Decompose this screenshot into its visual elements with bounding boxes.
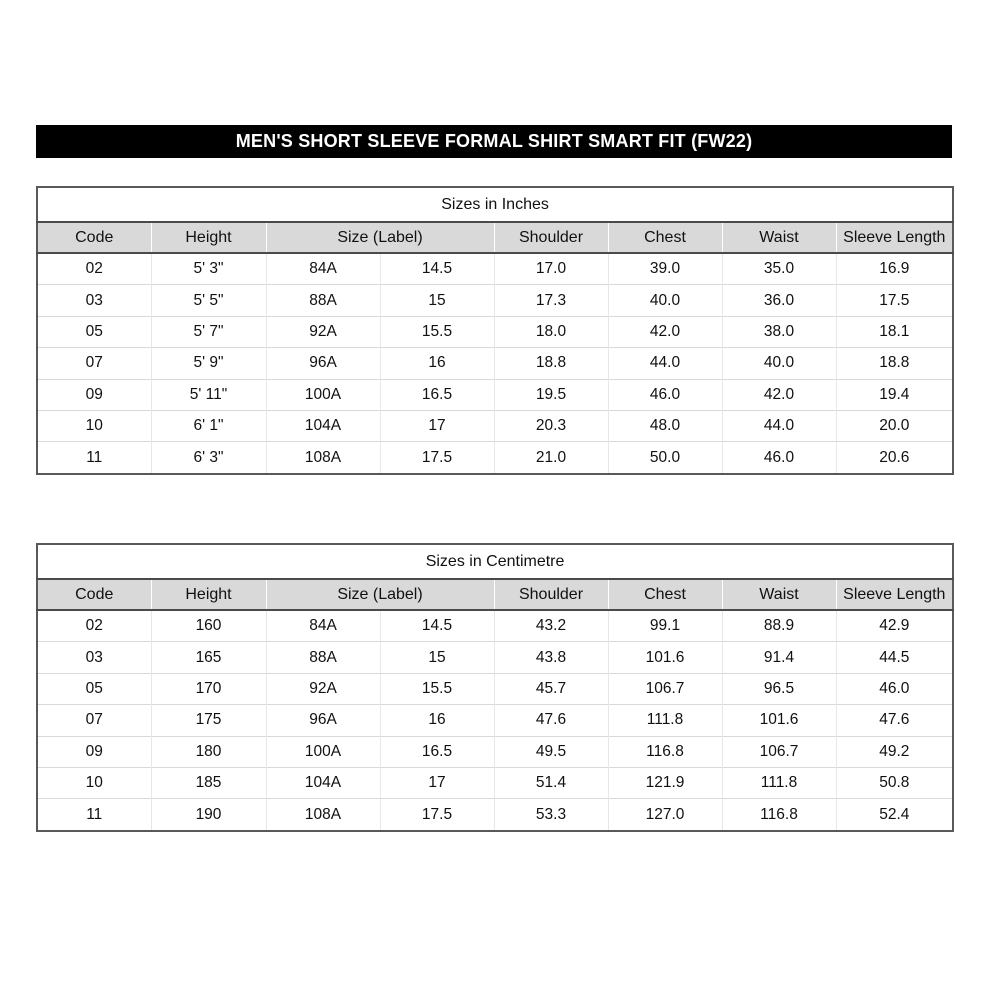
table-row (37, 705, 953, 736)
table-cell: 42.0 (608, 316, 722, 347)
table-cell: 40.0 (722, 348, 836, 379)
title-banner (36, 125, 952, 158)
table-cell: 104A (266, 767, 380, 798)
sizes-table-inches (36, 186, 954, 475)
table-cell: 44.0 (608, 348, 722, 379)
table-cell: 92A (266, 673, 380, 704)
table-cell: 20.0 (836, 410, 953, 441)
table-cell: 02 (37, 610, 151, 642)
table-cell: 17 (380, 767, 494, 798)
table-caption: Sizes in Centimetre (37, 544, 953, 579)
column-header: Shoulder (494, 579, 608, 610)
table-cell: 5' 5" (151, 285, 266, 316)
table-cell: 07 (37, 705, 151, 736)
table-cell: 44.0 (722, 410, 836, 441)
table-cell: 88.9 (722, 610, 836, 642)
table-cell: 09 (37, 379, 151, 410)
column-header: Height (151, 579, 266, 610)
table-caption: Sizes in Inches (37, 187, 953, 222)
column-header: Sleeve Length (836, 222, 953, 253)
table-cell: 17.5 (380, 799, 494, 831)
table-cell: 49.2 (836, 736, 953, 767)
table-cell: 100A (266, 736, 380, 767)
table-cell: 20.6 (836, 442, 953, 474)
table-cell: 18.0 (494, 316, 608, 347)
table-cell: 5' 11" (151, 379, 266, 410)
table-cell: 17.5 (836, 285, 953, 316)
table-cell: 09 (37, 736, 151, 767)
table-cell: 14.5 (380, 253, 494, 285)
column-header: Chest (608, 222, 722, 253)
table-cell: 18.8 (836, 348, 953, 379)
table-cell: 15.5 (380, 673, 494, 704)
table-caption-row (37, 544, 953, 579)
table-cell: 03 (37, 285, 151, 316)
table-cell: 18.1 (836, 316, 953, 347)
table-cell: 35.0 (722, 253, 836, 285)
table-cell: 5' 7" (151, 316, 266, 347)
table-cell: 16.9 (836, 253, 953, 285)
table-cell: 19.4 (836, 379, 953, 410)
table-cell: 16.5 (380, 736, 494, 767)
table-cell: 17.5 (380, 442, 494, 474)
table-cell: 18.8 (494, 348, 608, 379)
table-cell: 116.8 (608, 736, 722, 767)
table-cell: 96.5 (722, 673, 836, 704)
table-cell: 36.0 (722, 285, 836, 316)
table-cell: 40.0 (608, 285, 722, 316)
table-row (37, 410, 953, 441)
table-cell: 84A (266, 610, 380, 642)
table-row (37, 767, 953, 798)
table-cell: 91.4 (722, 642, 836, 673)
column-header: Shoulder (494, 222, 608, 253)
table-row (37, 379, 953, 410)
column-header: Code (37, 579, 151, 610)
table-cell: 47.6 (494, 705, 608, 736)
table-cell: 116.8 (722, 799, 836, 831)
table-cell: 39.0 (608, 253, 722, 285)
table-cell: 03 (37, 642, 151, 673)
table-cell: 47.6 (836, 705, 953, 736)
table-cell: 104A (266, 410, 380, 441)
table-cell: 05 (37, 316, 151, 347)
table-cell: 175 (151, 705, 266, 736)
table-cell: 101.6 (608, 642, 722, 673)
sizes-table-centimetre (36, 543, 954, 832)
column-header: Size (Label) (266, 222, 494, 253)
table-cell: 6' 1" (151, 410, 266, 441)
column-header: Height (151, 222, 266, 253)
table-cell: 15 (380, 642, 494, 673)
table-cell: 100A (266, 379, 380, 410)
page-title: MEN'S SHORT SLEEVE FORMAL SHIRT SMART FIT (FW22) (235, 131, 753, 151)
table-cell: 38.0 (722, 316, 836, 347)
table-cell: 16.5 (380, 379, 494, 410)
table-cell: 17.0 (494, 253, 608, 285)
table-cell: 17 (380, 410, 494, 441)
table-cell: 111.8 (608, 705, 722, 736)
table-cell: 5' 3" (151, 253, 266, 285)
sizes-in-inches-section (36, 186, 952, 475)
table-cell: 15 (380, 285, 494, 316)
column-header: Size (Label) (266, 579, 494, 610)
table-cell: 108A (266, 442, 380, 474)
table-row (37, 348, 953, 379)
table-cell: 21.0 (494, 442, 608, 474)
table-cell: 46.0 (836, 673, 953, 704)
table-row (37, 285, 953, 316)
table-cell: 46.0 (722, 442, 836, 474)
sizes-in-centimetre-section (36, 543, 952, 832)
column-header: Waist (722, 579, 836, 610)
table-cell: 190 (151, 799, 266, 831)
table-row (37, 736, 953, 767)
table-cell: 20.3 (494, 410, 608, 441)
table-cell: 43.8 (494, 642, 608, 673)
table-cell: 07 (37, 348, 151, 379)
table-cell: 96A (266, 348, 380, 379)
table-cell: 17.3 (494, 285, 608, 316)
column-header: Waist (722, 222, 836, 253)
table-row (37, 610, 953, 642)
table-cell: 108A (266, 799, 380, 831)
table-cell: 92A (266, 316, 380, 347)
table-cell: 6' 3" (151, 442, 266, 474)
table-cell: 170 (151, 673, 266, 704)
table-cell: 99.1 (608, 610, 722, 642)
table-cell: 05 (37, 673, 151, 704)
table-cell: 50.0 (608, 442, 722, 474)
table-cell: 84A (266, 253, 380, 285)
table-cell: 10 (37, 767, 151, 798)
table-cell: 101.6 (722, 705, 836, 736)
table-cell: 106.7 (722, 736, 836, 767)
table-cell: 53.3 (494, 799, 608, 831)
table-row (37, 316, 953, 347)
table-cell: 16 (380, 705, 494, 736)
table-cell: 44.5 (836, 642, 953, 673)
column-header: Sleeve Length (836, 579, 953, 610)
table-cell: 49.5 (494, 736, 608, 767)
table-header-row (37, 222, 953, 253)
table-cell: 14.5 (380, 610, 494, 642)
table-row (37, 253, 953, 285)
table-cell: 48.0 (608, 410, 722, 441)
table-cell: 106.7 (608, 673, 722, 704)
table-cell: 160 (151, 610, 266, 642)
table-cell: 127.0 (608, 799, 722, 831)
table-cell: 10 (37, 410, 151, 441)
table-cell: 11 (37, 799, 151, 831)
table-row (37, 799, 953, 831)
table-cell: 96A (266, 705, 380, 736)
table-row (37, 642, 953, 673)
table-cell: 5' 9" (151, 348, 266, 379)
table-cell: 46.0 (608, 379, 722, 410)
table-cell: 11 (37, 442, 151, 474)
table-cell: 88A (266, 642, 380, 673)
table-cell: 51.4 (494, 767, 608, 798)
column-header: Code (37, 222, 151, 253)
table-cell: 165 (151, 642, 266, 673)
table-cell: 02 (37, 253, 151, 285)
table-cell: 42.0 (722, 379, 836, 410)
table-cell: 16 (380, 348, 494, 379)
table-cell: 111.8 (722, 767, 836, 798)
table-cell: 180 (151, 736, 266, 767)
table-cell: 121.9 (608, 767, 722, 798)
table-cell: 42.9 (836, 610, 953, 642)
column-header: Chest (608, 579, 722, 610)
table-cell: 19.5 (494, 379, 608, 410)
table-cell: 45.7 (494, 673, 608, 704)
table-cell: 185 (151, 767, 266, 798)
table-cell: 50.8 (836, 767, 953, 798)
table-row (37, 442, 953, 474)
table-cell: 43.2 (494, 610, 608, 642)
table-cell: 15.5 (380, 316, 494, 347)
table-header-row (37, 579, 953, 610)
table-cell: 88A (266, 285, 380, 316)
table-row (37, 673, 953, 704)
table-caption-row (37, 187, 953, 222)
table-cell: 52.4 (836, 799, 953, 831)
